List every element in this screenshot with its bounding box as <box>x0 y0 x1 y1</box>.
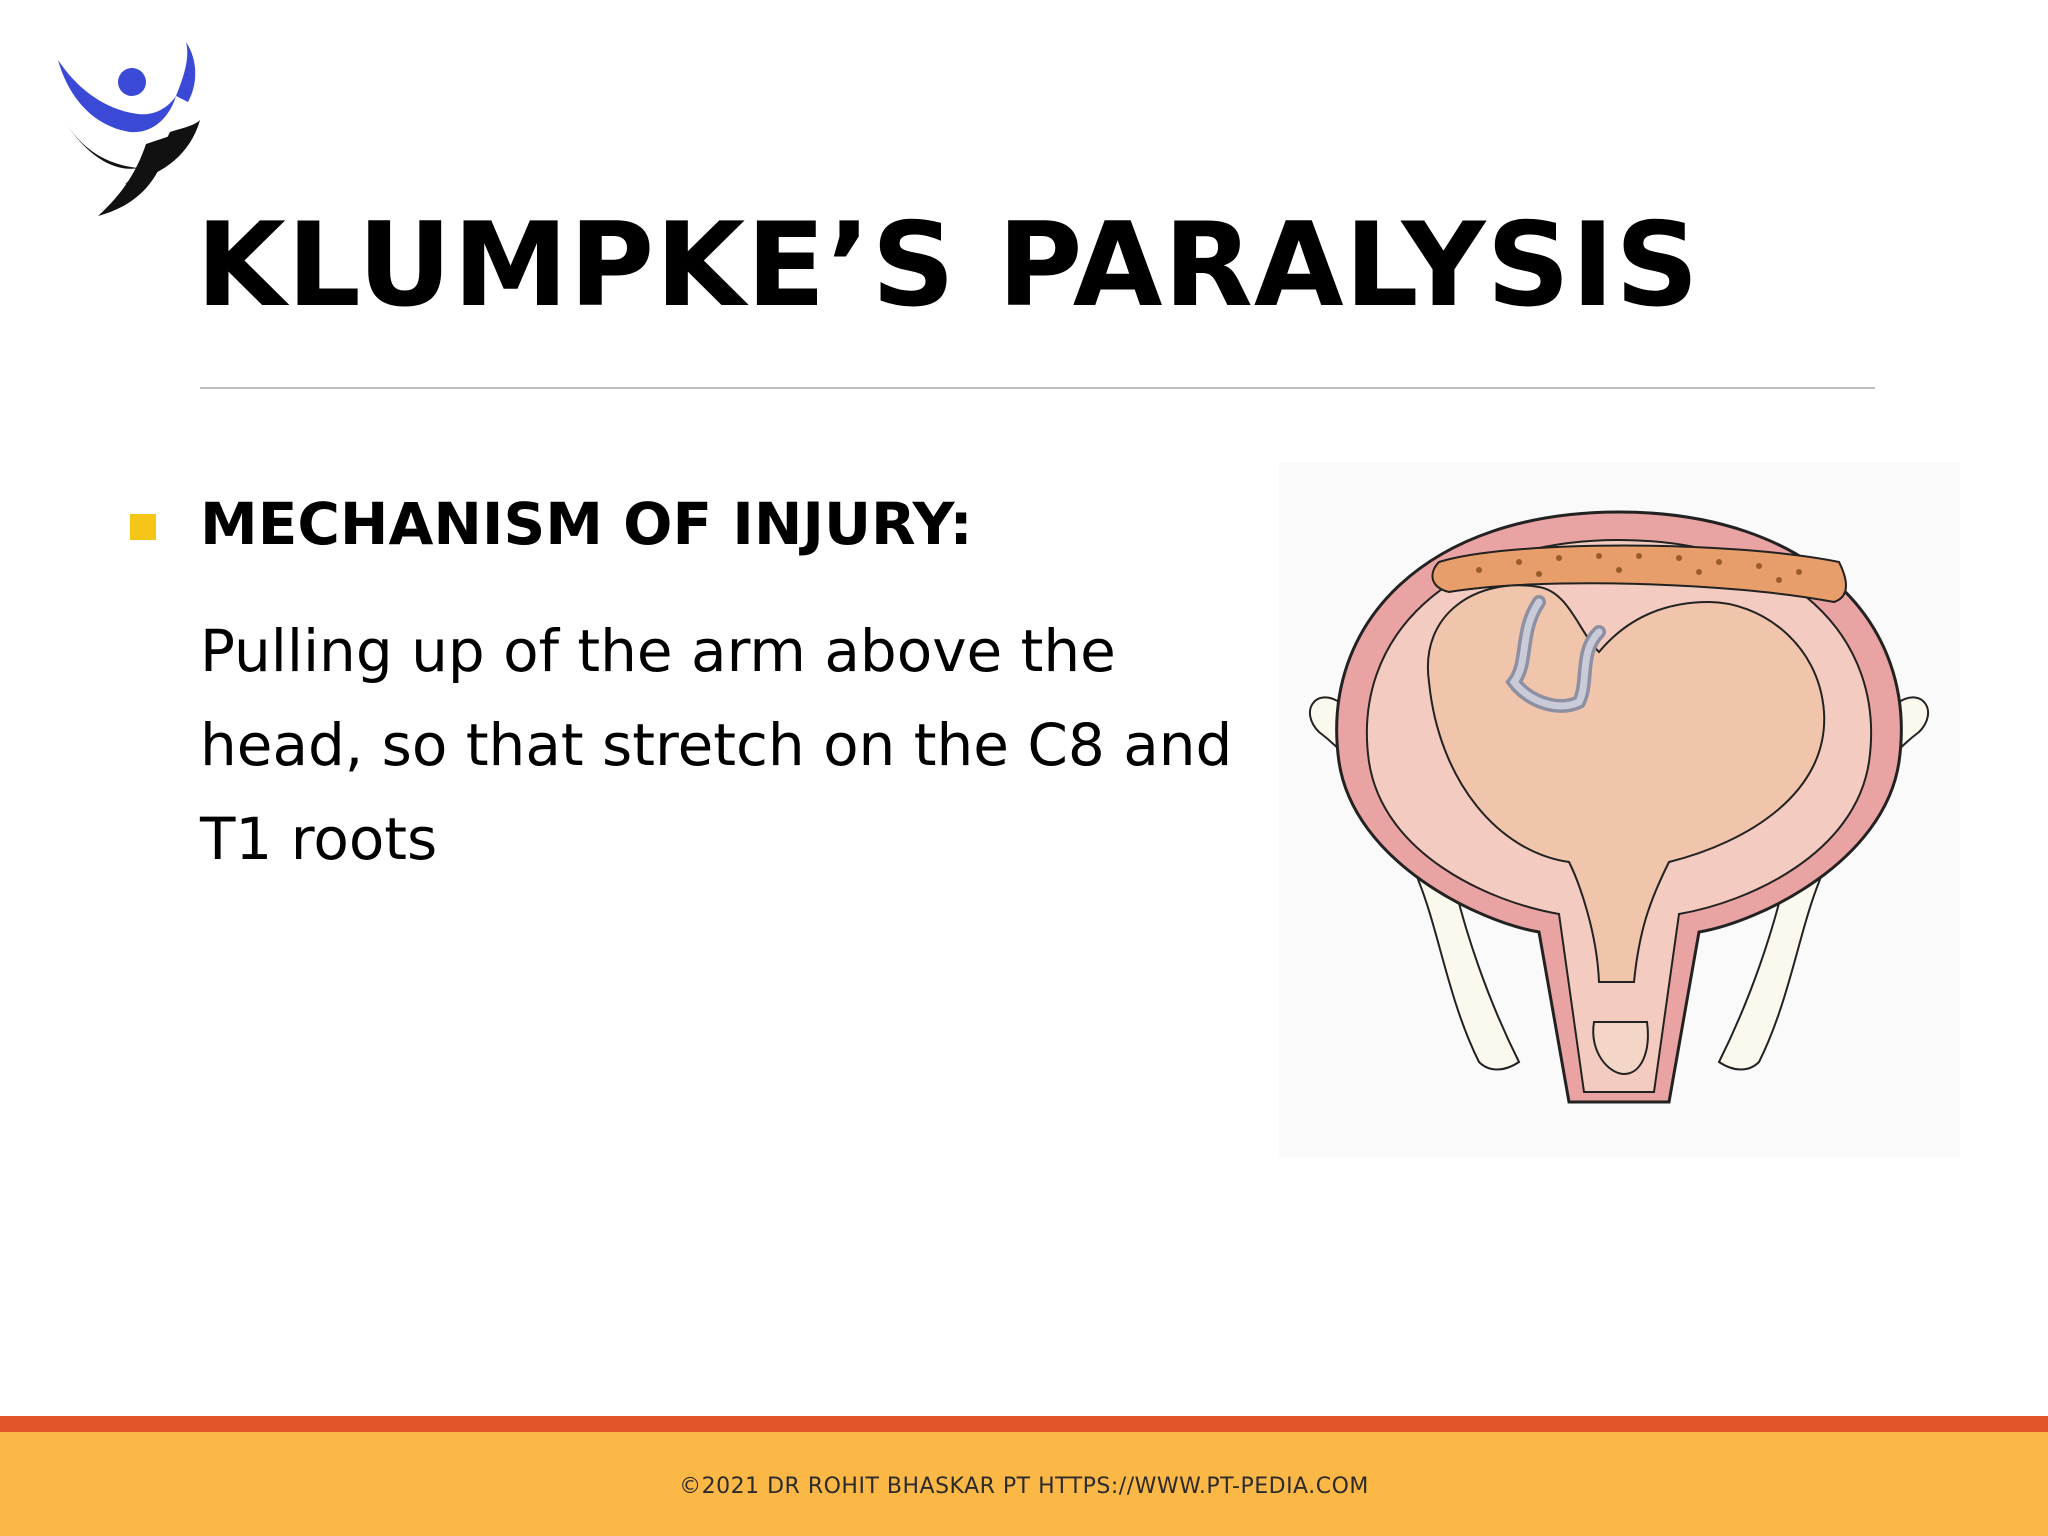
slide-title: KLUMPKE’S PARALYSIS <box>196 198 1700 333</box>
section-heading: MECHANISM OF INJURY: <box>200 490 973 558</box>
footer-copyright: ©2021 DR ROHIT BHASKAR PT HTTPS://WWW.PT-PEDIA.COM <box>679 1474 1369 1499</box>
footer-stripe <box>0 1416 2048 1432</box>
section-body: Pulling up of the arm above the head, so that stretch on the C8 and T1 roots <box>200 617 1233 873</box>
title-divider <box>200 387 1875 389</box>
fetal-position-illustration <box>1279 462 1960 1157</box>
person-leaping-logo-icon <box>50 36 210 226</box>
square-bullet-icon <box>130 514 156 540</box>
